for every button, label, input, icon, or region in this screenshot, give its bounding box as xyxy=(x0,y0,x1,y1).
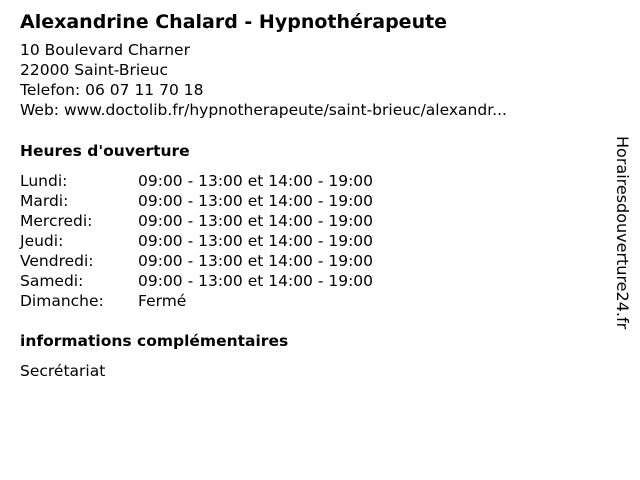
street-address: 10 Boulevard Charner xyxy=(20,41,190,59)
phone-number[interactable]: 06 07 11 70 18 xyxy=(85,81,204,99)
day-label: Mercredi: xyxy=(20,212,93,230)
day-label: Jeudi: xyxy=(20,232,64,250)
city-address: 22000 Saint-Brieuc xyxy=(20,61,169,79)
website-link[interactable]: www.doctolib.fr/hypnotherapeute/saint-brieuc/alexandr... xyxy=(63,101,507,119)
opening-hours-heading: Heures d'ouverture xyxy=(20,142,190,160)
hours-value: 09:00 - 13:00 et 14:00 - 19:00 xyxy=(138,272,374,290)
hours-row-vendredi xyxy=(20,251,610,271)
hours-row-mardi xyxy=(20,191,610,211)
web-label: Web: xyxy=(20,101,60,119)
business-title: Alexandrine Chalard - Hypnothérapeute xyxy=(20,11,448,33)
phone-line xyxy=(20,80,610,100)
additional-info-text: Secrétariat xyxy=(20,362,106,380)
hours-row-jeudi xyxy=(20,231,610,251)
hours-value: Fermé xyxy=(138,292,187,310)
additional-info-heading: informations complémentaires xyxy=(20,332,289,350)
hours-row-samedi xyxy=(20,271,610,291)
hours-value: 09:00 - 13:00 et 14:00 - 19:00 xyxy=(138,232,374,250)
hours-value: 09:00 - 13:00 et 14:00 - 19:00 xyxy=(138,192,374,210)
day-label: Mardi: xyxy=(20,192,69,210)
hours-row-mercredi xyxy=(20,211,610,231)
day-label: Lundi: xyxy=(20,172,68,190)
web-line xyxy=(20,100,610,120)
day-label: Samedi: xyxy=(20,272,84,290)
hours-value: 09:00 - 13:00 et 14:00 - 19:00 xyxy=(138,252,374,270)
site-watermark: Horairesdouverture24.fr xyxy=(613,136,632,330)
day-label: Dimanche: xyxy=(20,292,104,310)
hours-row-lundi xyxy=(20,171,610,191)
phone-label: Telefon: xyxy=(20,81,81,99)
hours-value: 09:00 - 13:00 et 14:00 - 19:00 xyxy=(138,172,374,190)
opening-hours-list xyxy=(20,171,610,311)
day-label: Vendredi: xyxy=(20,252,94,270)
hours-value: 09:00 - 13:00 et 14:00 - 19:00 xyxy=(138,212,374,230)
business-card xyxy=(20,9,610,381)
hours-row-dimanche xyxy=(20,291,610,311)
